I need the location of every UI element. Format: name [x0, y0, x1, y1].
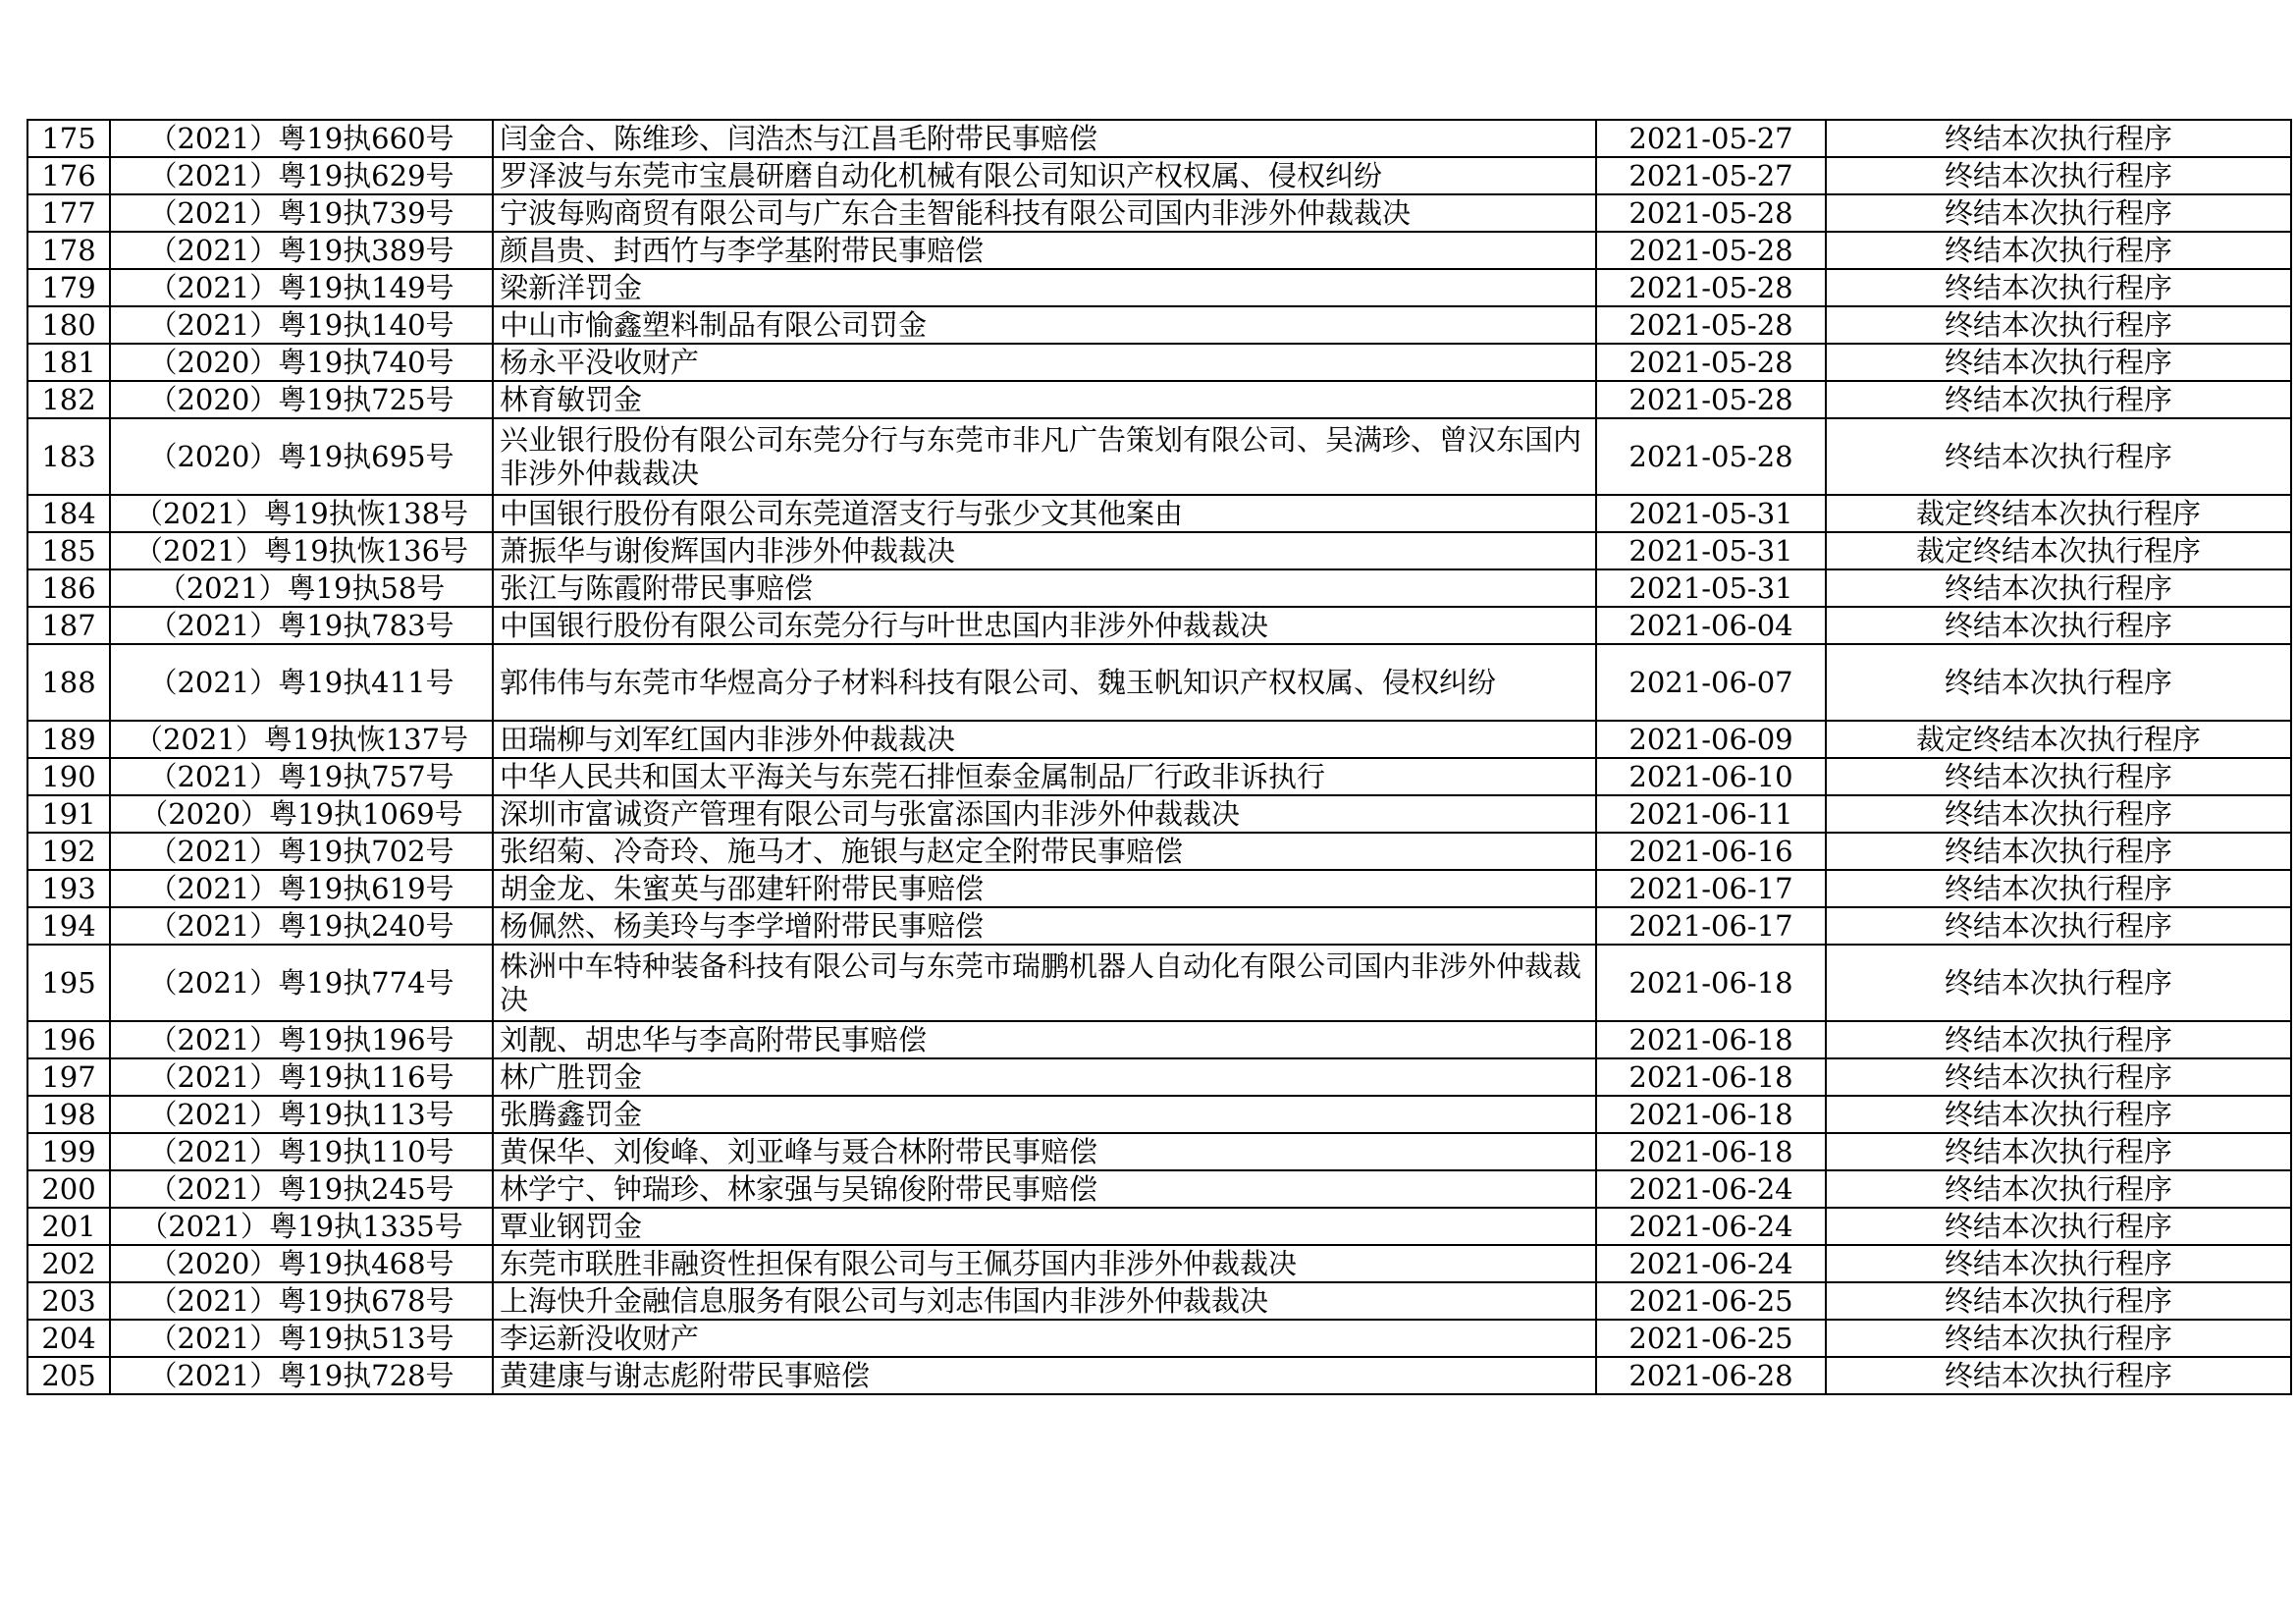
- case-title: 梁新洋罚金: [493, 269, 1596, 306]
- closing-date: 2021-05-31: [1596, 569, 1826, 607]
- closing-method: 终结本次执行程序: [1826, 120, 2291, 157]
- closing-date: 2021-06-11: [1596, 795, 1826, 833]
- closing-date: 2021-06-24: [1596, 1170, 1826, 1208]
- case-title: 深圳市富诚资产管理有限公司与张富添国内非涉外仲裁裁决: [493, 795, 1596, 833]
- case-title: 黄建康与谢志彪附带民事赔偿: [493, 1357, 1596, 1394]
- closing-date: 2021-06-18: [1596, 1021, 1826, 1058]
- row-number: 197: [27, 1058, 110, 1096]
- table-row: [27, 644, 2291, 721]
- row-number: 195: [27, 945, 110, 1021]
- table-row: [27, 569, 2291, 607]
- row-number: 193: [27, 870, 110, 907]
- closing-method: 终结本次执行程序: [1826, 1245, 2291, 1282]
- case-title: 胡金龙、朱蜜英与邵建轩附带民事赔偿: [493, 870, 1596, 907]
- case-title: 萧振华与谢俊辉国内非涉外仲裁裁决: [493, 532, 1596, 569]
- row-number: 200: [27, 1170, 110, 1208]
- closing-date: 2021-06-17: [1596, 907, 1826, 945]
- table-row: [27, 306, 2291, 344]
- table-row: [27, 157, 2291, 194]
- row-number: 175: [27, 120, 110, 157]
- closing-date: 2021-05-28: [1596, 306, 1826, 344]
- case-number: （2021）粤19执196号: [110, 1021, 493, 1058]
- case-title: 郭伟伟与东莞市华煜高分子材料科技有限公司、魏玉帆知识产权权属、侵权纠纷: [493, 644, 1596, 721]
- closing-date: 2021-05-31: [1596, 532, 1826, 569]
- row-number: 181: [27, 344, 110, 381]
- case-title: 中华人民共和国太平海关与东莞石排恒泰金属制品厂行政非诉执行: [493, 758, 1596, 795]
- closing-method: 终结本次执行程序: [1826, 306, 2291, 344]
- table-row: [27, 1096, 2291, 1133]
- case-number: （2021）粤19执702号: [110, 833, 493, 870]
- table-row: [27, 120, 2291, 157]
- row-number: 196: [27, 1021, 110, 1058]
- table-row: [27, 945, 2291, 1021]
- closing-date: 2021-05-28: [1596, 418, 1826, 495]
- table-row: [27, 1282, 2291, 1320]
- table-row: [27, 1245, 2291, 1282]
- case-title: 中国银行股份有限公司东莞道滘支行与张少文其他案由: [493, 495, 1596, 532]
- case-title: 中山市愉鑫塑料制品有限公司罚金: [493, 306, 1596, 344]
- case-title: 兴业银行股份有限公司东莞分行与东莞市非凡广告策划有限公司、吴满珍、曾汉东国内非涉外仲裁裁决: [493, 418, 1596, 495]
- case-number: （2021）粤19执739号: [110, 194, 493, 232]
- row-number: 184: [27, 495, 110, 532]
- case-title: 颜昌贵、封西竹与李学基附带民事赔偿: [493, 232, 1596, 269]
- closing-date: 2021-06-18: [1596, 1133, 1826, 1170]
- case-title: 闫金合、陈维珍、闫浩杰与江昌毛附带民事赔偿: [493, 120, 1596, 157]
- case-title: 罗泽波与东莞市宝晨研磨自动化机械有限公司知识产权权属、侵权纠纷: [493, 157, 1596, 194]
- table-row: [27, 269, 2291, 306]
- closing-date: 2021-06-16: [1596, 833, 1826, 870]
- case-number: （2021）粤19执783号: [110, 607, 493, 644]
- case-number: （2020）粤19执1069号: [110, 795, 493, 833]
- case-number: （2021）粤19执1335号: [110, 1208, 493, 1245]
- case-number: （2021）粤19执110号: [110, 1133, 493, 1170]
- closing-method: 裁定终结本次执行程序: [1826, 721, 2291, 758]
- closing-method: 终结本次执行程序: [1826, 344, 2291, 381]
- closing-method: 终结本次执行程序: [1826, 607, 2291, 644]
- closing-date: 2021-05-28: [1596, 344, 1826, 381]
- closing-date: 2021-06-09: [1596, 721, 1826, 758]
- case-title: 株洲中车特种装备科技有限公司与东莞市瑞鹏机器人自动化有限公司国内非涉外仲裁裁决: [493, 945, 1596, 1021]
- row-number: 179: [27, 269, 110, 306]
- row-number: 199: [27, 1133, 110, 1170]
- row-number: 189: [27, 721, 110, 758]
- closing-method: 终结本次执行程序: [1826, 870, 2291, 907]
- case-number: （2021）粤19执619号: [110, 870, 493, 907]
- row-number: 205: [27, 1357, 110, 1394]
- table-row: [27, 758, 2291, 795]
- case-table: [27, 119, 2292, 1395]
- closing-date: 2021-06-17: [1596, 870, 1826, 907]
- closing-date: 2021-05-27: [1596, 120, 1826, 157]
- closing-method: 终结本次执行程序: [1826, 833, 2291, 870]
- closing-date: 2021-06-28: [1596, 1357, 1826, 1394]
- closing-method: 终结本次执行程序: [1826, 381, 2291, 418]
- table-row: [27, 1320, 2291, 1357]
- closing-method: 终结本次执行程序: [1826, 194, 2291, 232]
- closing-date: 2021-06-04: [1596, 607, 1826, 644]
- table-row: [27, 532, 2291, 569]
- closing-method: 终结本次执行程序: [1826, 157, 2291, 194]
- closing-method: 终结本次执行程序: [1826, 1133, 2291, 1170]
- table-row: [27, 495, 2291, 532]
- closing-method: 终结本次执行程序: [1826, 1170, 2291, 1208]
- closing-date: 2021-06-25: [1596, 1282, 1826, 1320]
- closing-method: 终结本次执行程序: [1826, 945, 2291, 1021]
- case-number: （2021）粤19执728号: [110, 1357, 493, 1394]
- case-title: 李运新没收财产: [493, 1320, 1596, 1357]
- case-number: （2021）粤19执恢138号: [110, 495, 493, 532]
- closing-date: 2021-06-24: [1596, 1245, 1826, 1282]
- closing-date: 2021-06-24: [1596, 1208, 1826, 1245]
- closing-date: 2021-05-27: [1596, 157, 1826, 194]
- row-number: 192: [27, 833, 110, 870]
- case-number: （2021）粤19执149号: [110, 269, 493, 306]
- case-title: 杨佩然、杨美玲与李学增附带民事赔偿: [493, 907, 1596, 945]
- case-number: （2020）粤19执740号: [110, 344, 493, 381]
- table-row: [27, 381, 2291, 418]
- closing-date: 2021-05-28: [1596, 194, 1826, 232]
- closing-method: 终结本次执行程序: [1826, 1357, 2291, 1394]
- closing-method: 终结本次执行程序: [1826, 1208, 2291, 1245]
- case-number: （2021）粤19执389号: [110, 232, 493, 269]
- closing-method: 裁定终结本次执行程序: [1826, 495, 2291, 532]
- table-row: [27, 1170, 2291, 1208]
- case-title: 张腾鑫罚金: [493, 1096, 1596, 1133]
- case-title: 中国银行股份有限公司东莞分行与叶世忠国内非涉外仲裁裁决: [493, 607, 1596, 644]
- table-row: [27, 1208, 2291, 1245]
- case-title: 宁波每购商贸有限公司与广东合圭智能科技有限公司国内非涉外仲裁裁决: [493, 194, 1596, 232]
- table-row: [27, 833, 2291, 870]
- row-number: 185: [27, 532, 110, 569]
- closing-method: 终结本次执行程序: [1826, 907, 2291, 945]
- row-number: 198: [27, 1096, 110, 1133]
- case-number: （2021）粤19执240号: [110, 907, 493, 945]
- row-number: 188: [27, 644, 110, 721]
- table-row: [27, 721, 2291, 758]
- row-number: 202: [27, 1245, 110, 1282]
- case-title: 黄保华、刘俊峰、刘亚峰与聂合林附带民事赔偿: [493, 1133, 1596, 1170]
- case-title: 张绍菊、冷奇玲、施马才、施银与赵定全附带民事赔偿: [493, 833, 1596, 870]
- closing-method: 终结本次执行程序: [1826, 1096, 2291, 1133]
- row-number: 176: [27, 157, 110, 194]
- case-title: 覃业钢罚金: [493, 1208, 1596, 1245]
- table-row: [27, 1133, 2291, 1170]
- closing-method: 裁定终结本次执行程序: [1826, 532, 2291, 569]
- closing-method: 终结本次执行程序: [1826, 232, 2291, 269]
- closing-date: 2021-06-18: [1596, 1058, 1826, 1096]
- table-row: [27, 344, 2291, 381]
- table-row: [27, 1357, 2291, 1394]
- row-number: 190: [27, 758, 110, 795]
- row-number: 183: [27, 418, 110, 495]
- table-row: [27, 607, 2291, 644]
- closing-method: 终结本次执行程序: [1826, 1021, 2291, 1058]
- case-number: （2021）粤19执774号: [110, 945, 493, 1021]
- closing-date: 2021-05-28: [1596, 269, 1826, 306]
- case-number: （2021）粤19执678号: [110, 1282, 493, 1320]
- row-number: 194: [27, 907, 110, 945]
- case-number: （2021）粤19执恢137号: [110, 721, 493, 758]
- table-row: [27, 418, 2291, 495]
- case-title: 林广胜罚金: [493, 1058, 1596, 1096]
- row-number: 191: [27, 795, 110, 833]
- table-row: [27, 1058, 2291, 1096]
- case-number: （2021）粤19执411号: [110, 644, 493, 721]
- case-title: 田瑞柳与刘军红国内非涉外仲裁裁决: [493, 721, 1596, 758]
- row-number: 201: [27, 1208, 110, 1245]
- closing-date: 2021-06-18: [1596, 1096, 1826, 1133]
- closing-date: 2021-06-10: [1596, 758, 1826, 795]
- case-title: 东莞市联胜非融资性担保有限公司与王佩芬国内非涉外仲裁裁决: [493, 1245, 1596, 1282]
- closing-method: 终结本次执行程序: [1826, 1058, 2291, 1096]
- case-number: （2021）粤19执660号: [110, 120, 493, 157]
- closing-method: 终结本次执行程序: [1826, 795, 2291, 833]
- case-title: 杨永平没收财产: [493, 344, 1596, 381]
- closing-method: 终结本次执行程序: [1826, 644, 2291, 721]
- case-title: 林育敏罚金: [493, 381, 1596, 418]
- case-title: 张江与陈霞附带民事赔偿: [493, 569, 1596, 607]
- case-number: （2021）粤19执恢136号: [110, 532, 493, 569]
- closing-method: 终结本次执行程序: [1826, 269, 2291, 306]
- row-number: 177: [27, 194, 110, 232]
- case-number: （2021）粤19执113号: [110, 1096, 493, 1133]
- case-number: （2021）粤19执513号: [110, 1320, 493, 1357]
- table-row: [27, 1021, 2291, 1058]
- closing-date: 2021-06-18: [1596, 945, 1826, 1021]
- case-title: 上海快升金融信息服务有限公司与刘志伟国内非涉外仲裁裁决: [493, 1282, 1596, 1320]
- closing-method: 终结本次执行程序: [1826, 1282, 2291, 1320]
- table-row: [27, 870, 2291, 907]
- closing-date: 2021-05-31: [1596, 495, 1826, 532]
- row-number: 180: [27, 306, 110, 344]
- closing-method: 终结本次执行程序: [1826, 418, 2291, 495]
- row-number: 204: [27, 1320, 110, 1357]
- case-number: （2020）粤19执468号: [110, 1245, 493, 1282]
- case-number: （2021）粤19执757号: [110, 758, 493, 795]
- case-number: （2021）粤19执629号: [110, 157, 493, 194]
- table-row: [27, 194, 2291, 232]
- row-number: 186: [27, 569, 110, 607]
- table-row: [27, 907, 2291, 945]
- case-title: 林学宁、钟瑞珍、林家强与吴锦俊附带民事赔偿: [493, 1170, 1596, 1208]
- case-number: （2020）粤19执725号: [110, 381, 493, 418]
- row-number: 187: [27, 607, 110, 644]
- table-row: [27, 232, 2291, 269]
- closing-method: 终结本次执行程序: [1826, 758, 2291, 795]
- case-table-body: [27, 120, 2291, 1394]
- case-number: （2021）粤19执245号: [110, 1170, 493, 1208]
- closing-method: 终结本次执行程序: [1826, 1320, 2291, 1357]
- case-number: （2020）粤19执695号: [110, 418, 493, 495]
- case-number: （2021）粤19执58号: [110, 569, 493, 607]
- closing-method: 终结本次执行程序: [1826, 569, 2291, 607]
- closing-date: 2021-06-25: [1596, 1320, 1826, 1357]
- row-number: 182: [27, 381, 110, 418]
- closing-date: 2021-05-28: [1596, 381, 1826, 418]
- closing-date: 2021-06-07: [1596, 644, 1826, 721]
- closing-date: 2021-05-28: [1596, 232, 1826, 269]
- table-row: [27, 795, 2291, 833]
- case-number: （2021）粤19执116号: [110, 1058, 493, 1096]
- case-number: （2021）粤19执140号: [110, 306, 493, 344]
- case-title: 刘靓、胡忠华与李高附带民事赔偿: [493, 1021, 1596, 1058]
- row-number: 203: [27, 1282, 110, 1320]
- row-number: 178: [27, 232, 110, 269]
